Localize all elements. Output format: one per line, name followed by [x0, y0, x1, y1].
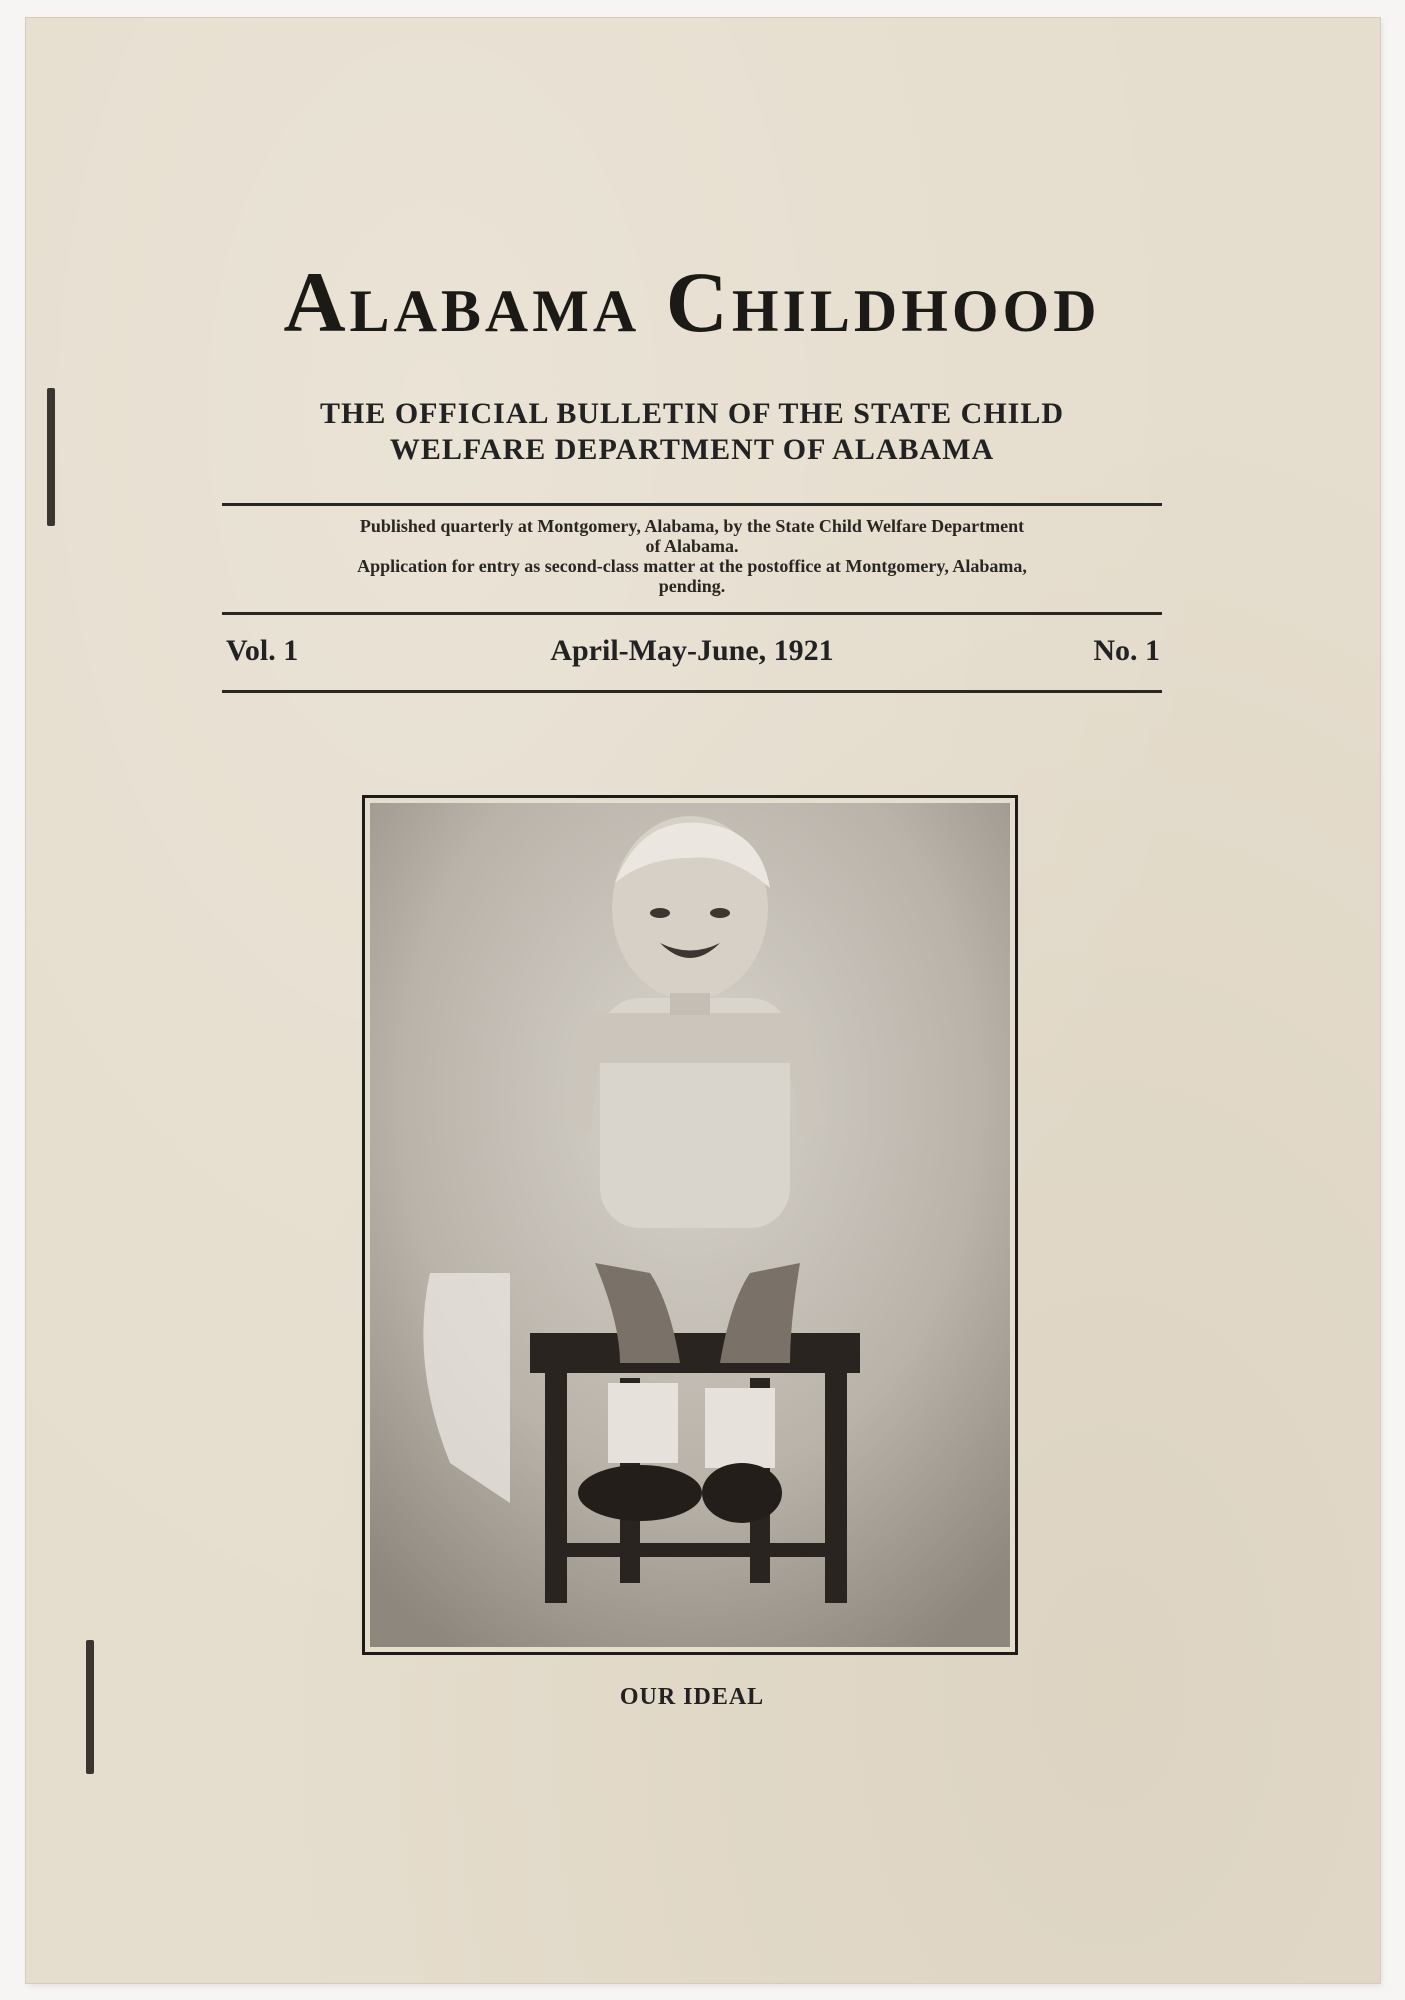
magazine-subtitle [222, 396, 1162, 468]
notice-line-3: Application for entry as second-class matter at the postoffice at Montgomery, Alabama, [357, 556, 1027, 576]
notice-line-4: pending. [658, 576, 726, 596]
issue-date: April-May-June, 1921 [550, 634, 834, 667]
photo-caption: OUR IDEAL [619, 1684, 765, 1710]
issue-number: No. 1 [1093, 634, 1160, 667]
notice-line-1: Published quarterly at Montgomery, Alabama, by the State Child Welfare Department [359, 516, 1025, 536]
magazine-title: Alabama Childhood [283, 254, 1101, 350]
divider-rule-middle [222, 612, 1162, 615]
publication-notice [222, 516, 1162, 596]
cover-photo [370, 803, 1010, 1647]
staple-top [47, 388, 55, 526]
volume-label: Vol. 1 [226, 634, 299, 667]
staple-bottom [86, 1640, 94, 1774]
divider-rule-top [222, 503, 1162, 506]
subtitle-line-1: THE OFFICIAL BULLETIN OF THE STATE CHILD [319, 397, 1065, 430]
divider-rule-bottom [222, 690, 1162, 693]
subtitle-line-2: WELFARE DEPARTMENT OF ALABAMA [389, 433, 995, 466]
issue-info-bar [222, 628, 1162, 676]
notice-line-2: of Alabama. [645, 536, 739, 556]
cover-photo-frame [362, 795, 1018, 1655]
